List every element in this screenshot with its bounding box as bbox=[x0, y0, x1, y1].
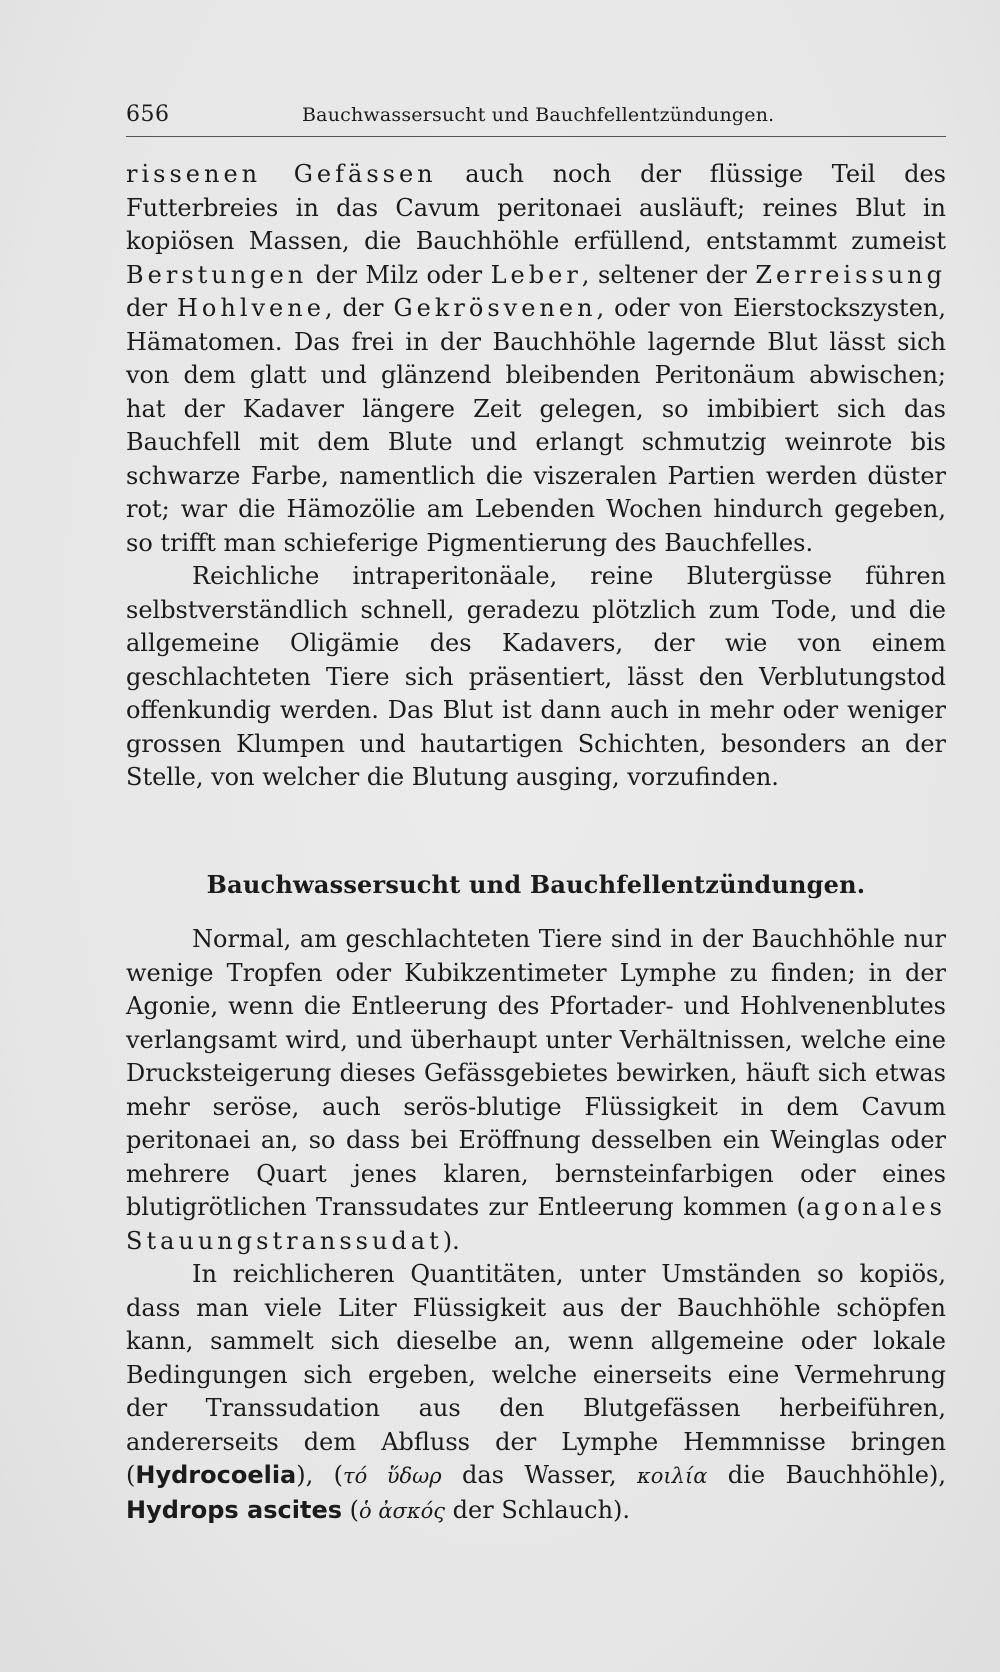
paragraph bbox=[126, 923, 946, 1258]
header-rule bbox=[126, 136, 946, 137]
text-run: ), ( bbox=[296, 1461, 344, 1489]
section-1-text bbox=[126, 158, 946, 795]
text-run: auch noch der flüssige Teil des Futterbreies in das Cavum peritonaei ausläuft; reines Blut in kopiösen Massen, die Bauchhöhle erfüllend, entstammt zumeist bbox=[126, 160, 947, 255]
text-run: In reichlicheren Quantitäten, unter Umständen so kopiös, dass man viele Liter Flüssigkeit aus der Bauchhöhle schöpfen kann, sammelt sich dieselbe an, wenn allgemeine oder lokale Bedingungen sich ergeben, welche einerseits eine Vermehrung der Transsudation aus den Blutgefässen herbeiführen, andererseits dem Abfluss der Lymphe Hemmnisse bringen ( bbox=[126, 1260, 946, 1489]
text-run: der Schlauch). bbox=[445, 1495, 631, 1524]
greek-term: ὁ ἀσκός bbox=[359, 1498, 446, 1523]
bold-term: Hydrocoelia bbox=[135, 1461, 297, 1489]
spaced-text: Gekrösvenen bbox=[393, 294, 597, 322]
spaced-text: agonales Stauungstranssudat bbox=[126, 1193, 946, 1255]
bold-term: Hydrops ascites bbox=[126, 1495, 343, 1524]
spaced-text: Zerreissung bbox=[755, 260, 946, 289]
text-run: ). bbox=[442, 1226, 460, 1255]
text-run: , der bbox=[324, 294, 394, 322]
spaced-text: Berstungen bbox=[126, 260, 308, 289]
section-heading: Bauchwassersucht und Bauchfellentzündungen. bbox=[206, 870, 866, 899]
spaced-text: Leber bbox=[490, 260, 582, 289]
paragraph bbox=[126, 158, 946, 560]
spaced-text: Hohlvene bbox=[176, 294, 325, 322]
greek-term: τό ὕδωρ bbox=[343, 1464, 442, 1488]
paragraph: Reichliche intraperitonäale, reine Blutergüsse führen selbstverständlich schnell, geradezu plötzlich zum Tode, und die allgemeine Oligämie des Kadavers, der wie von einem geschlachteten Tiere sich präsentiert, lässt den Verblutungstod offenkundig werden. Das Blut ist dann auch in mehr oder weniger grossen Klumpen und hautartigen Schichten, besonders an der Stelle, von welcher die Blutung ausging, vorzufinden. bbox=[126, 562, 946, 791]
text-run: Normal, am geschlachteten Tiere sind in der Bauchhöhle nur wenige Tropfen oder Kubikzentimeter Lymphe zu finden; in der Agonie, wenn die Entleerung des Pfortader- und Hohlvenenblutes verlangsamt wird, und überhaupt unter Verhältnissen, welche eine Drucksteigerung dieses Gefässgebietes bewirken, häuft sich etwas mehr seröse, auch serös-blutige Flüssigkeit in dem Cavum peritonaei an, so dass bei Eröffnung desselben ein Weinglas oder mehrere Quart jenes klaren, bernsteinfarbigen oder eines blutigrötlichen Transsudates zur Entleerung kommen ( bbox=[126, 925, 946, 1221]
spaced-text: rissenen Gefässen bbox=[126, 160, 437, 188]
paragraph bbox=[126, 1258, 946, 1528]
text-run: , oder von Eierstockszysten, Hämatomen. Das frei in der Bauchhöhle lagernde Blut lässt sich von dem glatt und glänzend bleibenden Peritonäum abwischen; hat der Kadaver längere Zeit gelegen, so imbibiert sich das Bauchfell mit dem Blute und erlangt schmutzig weinrote bis schwarze Farbe, namentlich die viszeralen Partien werden düster rot; war die Hämozölie am Lebenden Wochen hindurch gegeben, so trifft man schieferige Pigmentierung des Bauchfelles. bbox=[126, 294, 946, 557]
page-number: 656 bbox=[126, 102, 170, 127]
text-run: , seltener der bbox=[581, 260, 756, 289]
text-run: die Bauchhöhle), bbox=[707, 1461, 946, 1489]
greek-term: κοιλία bbox=[637, 1464, 708, 1488]
running-head: Bauchwassersucht und Bauchfellentzündungen. bbox=[302, 104, 775, 126]
page-header bbox=[126, 100, 946, 130]
text-run: der Milz oder bbox=[307, 260, 491, 289]
text-run: der bbox=[126, 294, 177, 322]
section-2-text bbox=[126, 923, 946, 1528]
text-run: das Wasser, bbox=[441, 1461, 638, 1489]
text-run: ( bbox=[342, 1495, 360, 1524]
